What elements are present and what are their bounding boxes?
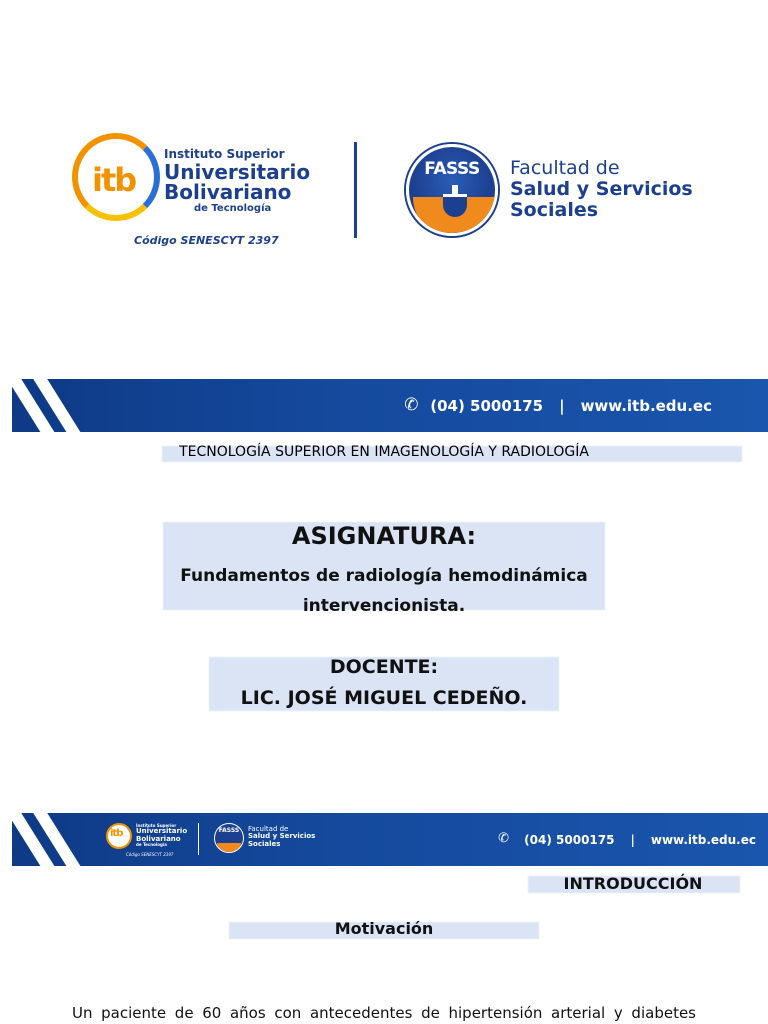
- mini-itb-logo: [106, 821, 196, 861]
- phone-icon: [498, 832, 514, 848]
- itb-logo-line3: Bolivariano: [164, 180, 292, 204]
- section-title: INTRODUCCIÓN: [563, 874, 703, 893]
- mini-fasss-badge: [214, 823, 244, 853]
- banner-separator: |: [630, 832, 635, 847]
- banner-separator: |: [559, 396, 565, 415]
- fasss-logo-text: [510, 158, 693, 221]
- mini-itb-emblem: [106, 823, 132, 849]
- mini-itb-line1: Instituto Superior: [136, 823, 177, 828]
- mini-fasss-text: [248, 826, 315, 848]
- banner-phone: (04) 5000175: [524, 832, 615, 847]
- itb-logo-code: Código SENESCYT 2397: [134, 234, 279, 247]
- mini-fasss-line2: Salud y Servicios: [248, 832, 316, 841]
- hands-icon: [413, 197, 497, 236]
- itb-logo-emblem: [72, 133, 160, 221]
- section-subtitle: Motivación: [334, 919, 434, 938]
- mini-itb-line3: Bolivariano: [136, 834, 181, 843]
- logo-divider: [354, 142, 357, 238]
- teacher-name: LIC. JOSÉ MIGUEL CEDEÑO.: [240, 687, 528, 709]
- itb-logo-line4: de Tecnología: [194, 203, 272, 214]
- fasss-logo: [406, 140, 736, 240]
- fasss-logo-badge: [406, 144, 498, 236]
- mini-fasss-line1: Facultad de: [248, 825, 289, 833]
- mini-fasss-line3: Sociales: [248, 839, 281, 848]
- itb-emblem-text: itb: [92, 161, 136, 199]
- fasss-logo-line3: Sociales: [510, 198, 599, 221]
- fasss-logo-line1: Facultad de: [510, 157, 620, 179]
- itb-logo: [72, 130, 312, 250]
- banner-website: www.itb.edu.ec: [650, 832, 756, 847]
- contact-banner: [12, 379, 768, 432]
- career-title: TECNOLOGÍA SUPERIOR EN IMAGENOLOGÍA Y RADIOLOGÍA: [179, 444, 589, 460]
- banner-contact: [498, 813, 756, 866]
- teacher-heading: DOCENTE:: [329, 656, 439, 678]
- mini-fasss-logo: [214, 823, 324, 857]
- mini-logo-divider: [198, 823, 199, 855]
- mini-itb-line2: Universitario: [136, 827, 188, 836]
- subject-name: Fundamentos de radiología hemodinámica intervencionista.: [180, 566, 588, 616]
- banner-contact: [404, 379, 712, 432]
- phone-icon: [404, 398, 420, 414]
- subject-heading: ASIGNATURA:: [291, 522, 477, 550]
- fasss-logo-line2: Salud y Servicios: [510, 177, 693, 200]
- mini-itb-code: Código SENESCYT 2397: [126, 852, 174, 857]
- body-paragraph: Un paciente de 60 años con antecedentes de hipertensión arterial y diabetes: [72, 1004, 696, 1022]
- mini-itb-emblem-text: itb: [110, 828, 123, 839]
- mini-hands-icon: [217, 843, 241, 853]
- itb-logo-line2: Universitario: [164, 160, 311, 184]
- itb-logo-text: [164, 148, 310, 214]
- fasss-badge-text: FASSS: [424, 159, 480, 179]
- itb-logo-line1: Instituto Superior: [164, 147, 285, 161]
- mini-itb-line4: de Tecnología: [136, 841, 167, 847]
- header-banner: [12, 813, 768, 866]
- banner-phone: (04) 5000175: [430, 396, 544, 415]
- mini-fasss-badge-text: FASSS: [218, 827, 240, 834]
- banner-website: www.itb.edu.ec: [580, 396, 712, 415]
- mini-itb-text: [136, 824, 187, 847]
